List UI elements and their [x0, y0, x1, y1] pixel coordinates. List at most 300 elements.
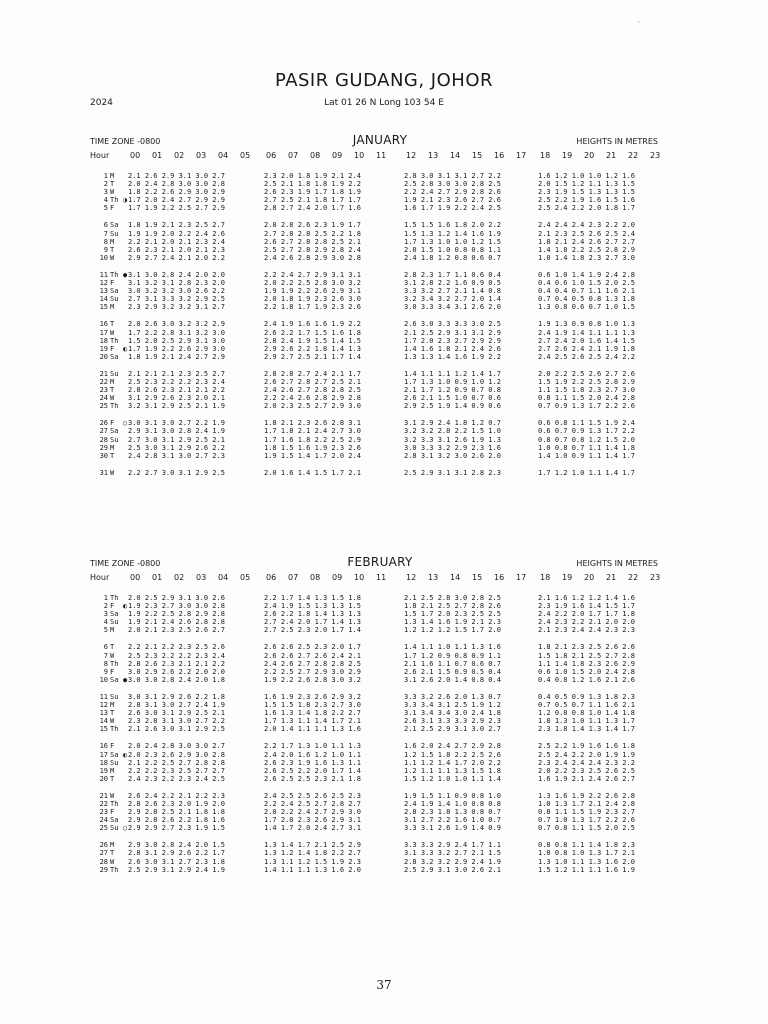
tide-heights-group: 0.4 0.4 0.7 1.1 1.6 2.1: [538, 287, 635, 296]
tide-heights-group: 2.8 2.8 2.7 2.4 2.1 1.7: [264, 369, 361, 378]
day-of-week: F: [110, 602, 115, 611]
day-number: 1: [103, 594, 108, 602]
tide-heights-group: 2.4 2.5 2.6 2.5 2.4 2.2: [538, 352, 635, 361]
tide-heights-group: 1.7 1.3 1.0 1.0 1.2 1.5: [404, 237, 501, 246]
moon-phase-icon: ○: [123, 824, 128, 833]
tide-heights-group: 2.6 2.2 1.7 1.5 1.6 1.8: [264, 328, 361, 337]
tide-heights-group: 2.6 2.6 2.5 2.3 2.0 1.7: [264, 643, 361, 652]
tide-heights-group: 1.1 1.2 1.4 1.7 2.0 2.2: [404, 758, 501, 767]
tide-heights-group: 2.4 2.3 2.2 2.1 2.0 2.0: [538, 618, 635, 627]
day-of-week: F: [110, 667, 115, 676]
table-row: [90, 303, 670, 311]
table-row: [90, 610, 670, 618]
year-label: 2024: [90, 98, 113, 108]
tide-heights-group: 3.2 3.2 2.8 2.2 1.5 1.0: [404, 427, 501, 436]
tide-heights-group: 1.9 2.3 2.7 3.0 3.0 2.8: [128, 602, 225, 611]
table-row: [90, 626, 670, 634]
tide-heights-group: 2.0 2.1 2.3 2.5 2.6 2.7: [128, 626, 225, 635]
tide-heights-group: 2.5 2.2 1.9 1.6 1.6 1.8: [538, 742, 635, 751]
tide-heights-group: 1.4 1.6 1.8 2.1 2.4 2.6: [404, 344, 501, 353]
tide-heights-group: 2.1 1.6 1.2 1.2 1.4 1.6: [538, 594, 635, 602]
tide-heights-group: 3.1 3.4 3.4 3.0 2.4 1.8: [404, 709, 501, 718]
day-block: [90, 594, 670, 634]
table-row: [90, 725, 670, 733]
tide-heights-group: 2.7 3.1 3.3 3.2 2.9 2.5: [128, 295, 225, 304]
table-row: [90, 337, 670, 345]
table-row: [90, 254, 670, 262]
tide-heights-group: 0.4 0.6 1.0 1.5 2.0 2.5: [538, 279, 635, 288]
day-of-week: W: [110, 394, 115, 403]
tide-heights-group: 3.3 3.4 3.1 2.5 1.9 1.2: [404, 701, 501, 710]
month-header: [90, 133, 670, 149]
day-number: 21: [99, 369, 108, 378]
day-number: 14: [99, 717, 108, 726]
tide-heights-group: 1.7 1.8 2.1 2.4 2.7 3.0: [264, 427, 361, 436]
tide-heights-group: 2.4 2.6 2.7 2.8 2.8 2.5: [264, 386, 361, 395]
hour-column-label: 00: [130, 573, 141, 582]
tide-heights-group: 2.4 2.6 2.7 2.8 2.8 2.5: [264, 659, 361, 668]
hour-column-label: 07: [288, 151, 299, 160]
tide-heights-group: 2.4 2.2 2.0 1.7 1.7 1.8: [538, 610, 635, 619]
tide-heights-group: 2.3 2.0 1.8 1.9 2.1 2.4: [264, 172, 361, 180]
day-of-week: Sa: [110, 427, 119, 436]
tide-heights-group: 1.7 1.9 2.2 2.6 2.9 3.0: [128, 344, 225, 353]
table-row: [90, 767, 670, 775]
tide-heights-group: 2.8 2.3 1.7 1.1 0.6 0.4: [404, 270, 501, 279]
tide-heights-group: 3.2 3.4 3.2 2.7 2.0 1.4: [404, 295, 501, 304]
day-number: 6: [103, 643, 108, 652]
hour-column-label: 20: [584, 573, 595, 582]
day-number: 23: [99, 808, 108, 817]
day-of-week: M: [110, 626, 115, 635]
day-block: [90, 419, 670, 459]
tide-heights-group: 2.3 2.9 3.2 3.2 3.1 2.7: [128, 303, 225, 312]
timezone-label: TIME ZONE -0800: [90, 137, 161, 146]
table-row: [90, 775, 670, 783]
tide-heights-group: 2.4 2.8 3.1 3.0 2.7 2.3: [128, 451, 225, 460]
hour-column-label: 18: [540, 151, 551, 160]
hour-column-label: 23: [650, 573, 661, 582]
day-of-week: T: [110, 386, 115, 395]
hour-column-label: 08: [310, 573, 321, 582]
day-of-week: F: [110, 279, 115, 288]
hour-column-label: 05: [240, 573, 251, 582]
page-number: 37: [376, 978, 392, 992]
moon-phase-icon: ●: [123, 270, 128, 279]
tide-heights-group: 2.5 2.3 2.2 2.2 2.3 2.4: [128, 377, 225, 386]
tide-heights-group: 1.5 1.8 2.1 2.5 2.7 2.8: [538, 651, 635, 660]
day-of-week: W: [110, 328, 115, 337]
tide-heights-group: 2.9 3.1 3.0 2.8 2.4 1.9: [128, 427, 225, 436]
table-row: [90, 808, 670, 816]
tide-heights-group: 1.5 1.7 2.0 2.3 2.5 2.5: [404, 610, 501, 619]
hour-column-label: 04: [218, 573, 229, 582]
tide-heights-group: 2.6 2.5 2.5 2.3 2.1 1.8: [264, 774, 361, 783]
tide-heights-group: 3.3 3.1 2.6 1.9 1.4 0.9: [404, 824, 501, 833]
day-of-week: T: [110, 451, 115, 460]
tide-heights-group: 3.1 3.0 2.8 2.4 2.0 2.0: [128, 270, 225, 279]
tide-heights-group: 0.8 1.1 1.5 1.9 2.3 2.7: [538, 808, 635, 817]
day-number: 3: [103, 610, 108, 619]
tide-heights-group: 1.4 1.7 2.0 2.4 2.7 3.1: [264, 824, 361, 833]
tide-heights-group: 2.4 2.6 2.8 2.9 3.0 2.8: [264, 253, 361, 262]
table-row: [90, 246, 670, 254]
tide-heights-group: 2.3 1.9 1.6 1.4 1.5 1.7: [538, 602, 635, 611]
tide-heights-group: 2.8 2.4 1.9 1.5 1.4 1.5: [264, 336, 361, 345]
table-row: [90, 287, 670, 295]
tide-heights-group: 1.4 1.8 2.2 2.5 2.8 2.9: [538, 245, 635, 254]
day-number: 29: [99, 443, 108, 452]
tide-heights-group: 2.5 2.9 3.1 3.1 2.8 2.3: [404, 468, 501, 477]
tide-heights-group: 1.6 1.2 1.0 1.0 1.2 1.6: [538, 172, 635, 180]
day-number: 3: [103, 188, 108, 197]
table-row: [90, 427, 670, 435]
day-number: 9: [103, 245, 108, 254]
day-number: 16: [99, 742, 108, 751]
day-number: 23: [99, 386, 108, 395]
hour-column-label: 00: [130, 151, 141, 160]
tide-heights-group: 2.4 2.4 2.4 2.3 2.2 2.0: [538, 221, 635, 230]
table-row: [90, 271, 670, 279]
day-of-week: M: [110, 766, 115, 775]
day-number: 15: [99, 303, 108, 312]
day-of-week: Sa: [110, 287, 119, 296]
day-number: 15: [99, 725, 108, 734]
table-row: [90, 221, 670, 229]
day-number: 18: [99, 336, 108, 345]
tide-heights-group: 1.4 1.0 0.9 1.1 1.4 1.7: [538, 451, 635, 460]
tide-heights-group: 2.9 2.9 2.7 2.3 1.9 1.5: [128, 824, 225, 833]
day-number: 14: [99, 295, 108, 304]
tide-heights-group: 1.9 2.1 2.4 2.6 2.8 2.8: [128, 618, 225, 627]
day-number: 13: [99, 709, 108, 718]
tide-heights-group: 2.1 1.6 1.1 0.7 0.6 0.7: [404, 659, 501, 668]
moon-phase-icon: ●: [123, 675, 128, 684]
tide-heights-group: 2.6 3.1 3.3 3.3 2.9 2.3: [404, 717, 501, 726]
hour-column-label: 23: [650, 151, 661, 160]
day-of-week: Th: [110, 799, 119, 808]
tide-heights-group: 0.7 0.9 1.3 1.7 2.2 2.6: [538, 402, 635, 411]
day-number: 17: [99, 750, 108, 759]
tide-heights-group: 2.6 2.2 1.8 1.4 1.3 1.3: [264, 610, 361, 619]
table-row: [90, 452, 670, 460]
tide-heights-group: 1.3 1.4 1.6 1.9 2.1 2.3: [404, 618, 501, 627]
tide-heights-group: 1.9 2.1 2.3 2.6 2.7 2.6: [404, 196, 501, 205]
table-row: [90, 196, 670, 204]
table-row: [90, 849, 670, 857]
table-row: [90, 676, 670, 684]
table-row: [90, 295, 670, 303]
day-of-week: Sa: [110, 221, 119, 230]
table-row: [90, 180, 670, 188]
hour-column-label: 14: [450, 573, 461, 582]
tide-heights-group: 2.1 2.6 3.0 3.1 2.9 2.5: [128, 725, 225, 734]
day-of-week: Su: [110, 295, 119, 304]
tide-heights-group: 1.5 1.3 1.2 1.4 1.6 1.9: [404, 229, 501, 238]
tide-heights-group: 1.7 1.3 1.0 0.9 1.0 1.2: [404, 377, 501, 386]
tide-heights-group: 3.0 2.9 2.6 2.2 2.0 2.0: [128, 667, 225, 676]
hour-column-label: 10: [354, 151, 365, 160]
day-of-week: Sa: [110, 816, 119, 825]
tide-heights-group: 2.9 2.8 2.5 2.1 1.8 1.8: [128, 808, 225, 817]
day-number: 30: [99, 451, 108, 460]
day-number: 25: [99, 824, 108, 833]
hour-column-label: 22: [628, 573, 639, 582]
tide-heights-group: 3.1 2.8 2.2 1.6 0.9 0.5: [404, 279, 501, 288]
day-of-week: Su: [110, 369, 119, 378]
tide-heights-group: 0.6 0.7 0.9 1.3 1.7 2.2: [538, 427, 635, 436]
day-number: 11: [99, 270, 108, 279]
tide-heights-group: 2.4 2.0 1.6 1.2 1.0 1.1: [264, 750, 361, 759]
day-number: 20: [99, 774, 108, 783]
tide-heights-group: 2.8 2.6 2.3 2.1 2.1 2.2: [128, 386, 225, 395]
tide-heights-group: 2.5 2.4 2.2 2.0 1.9 1.9: [538, 750, 635, 759]
day-of-week: W: [110, 253, 115, 262]
day-number: 12: [99, 279, 108, 288]
day-number: 18: [99, 758, 108, 767]
table-row: [90, 378, 670, 386]
tide-heights-group: 0.4 0.5 0.9 1.3 1.8 2.3: [538, 692, 635, 701]
tide-heights-group: 3.2 3.1 2.9 2.5 2.1 1.9: [128, 402, 225, 411]
tide-heights-group: 2.9 2.7 2.4 2.1 2.0 2.2: [128, 253, 225, 262]
table-row: [90, 751, 670, 759]
tide-heights-group: 1.8 2.1 2.3 2.6 2.8 3.1: [264, 419, 361, 428]
tide-heights-group: 2.6 3.0 3.3 3.3 3.0 2.5: [404, 320, 501, 329]
tide-heights-group: 1.8 2.1 2.5 2.7 2.8 2.6: [404, 602, 501, 611]
tide-heights-group: 2.4 1.8 1.2 0.8 0.6 0.7: [404, 253, 501, 262]
day-number: 21: [99, 791, 108, 800]
tide-heights-group: 2.1 2.5 2.9 3.1 3.0 2.7: [404, 725, 501, 734]
tide-heights-group: 1.8 1.5 1.6 1.9 2.3 2.6: [264, 443, 361, 452]
hour-column-label: 15: [472, 573, 483, 582]
day-number: 29: [99, 865, 108, 874]
day-of-week: F: [110, 808, 115, 817]
tide-heights-group: 2.0 2.2 2.5 2.6 2.7 2.6: [538, 369, 635, 378]
tide-heights-group: 1.5 1.5 1.6 1.8 2.0 2.2: [404, 221, 501, 230]
tide-heights-group: 2.6 2.6 2.7 2.6 2.4 2.1: [264, 651, 361, 660]
day-number: 12: [99, 701, 108, 710]
tide-heights-group: 3.3 3.3 2.9 2.4 1.7 1.1: [404, 841, 501, 850]
tide-heights-group: 1.5 1.2 1.0 1.0 1.1 1.4: [404, 774, 501, 783]
tide-heights-group: 2.2 2.4 2.7 2.9 3.1 3.1: [264, 270, 361, 279]
table-row: [90, 444, 670, 452]
day-number: 7: [103, 651, 108, 660]
day-number: 9: [103, 667, 108, 676]
tide-heights-group: 1.3 1.0 1.1 1.3 1.6 2.0: [538, 857, 635, 866]
tide-heights-group: 3.3 3.2 2.6 2.0 1.3 0.7: [404, 692, 501, 701]
tide-heights-group: 2.5 2.7 2.8 2.9 2.8 2.4: [264, 245, 361, 254]
tide-heights-group: 2.6 3.0 3.1 2.9 2.5 2.1: [128, 709, 225, 718]
table-row: [90, 816, 670, 824]
table-row: [90, 668, 670, 676]
tide-heights-group: 0.7 1.0 1.3 1.7 2.2 2.6: [538, 816, 635, 825]
coordinates-label: Lat 01 26 N Long 103 54 E: [324, 98, 444, 108]
tide-heights-group: 2.8 2.8 2.6 2.3 1.9 1.7: [264, 221, 361, 230]
hour-column-label: 18: [540, 573, 551, 582]
tide-heights-group: 1.8 2.2 2.6 2.9 3.0 2.9: [128, 188, 225, 197]
tide-heights-group: 0.6 1.0 1.4 1.9 2.4 2.8: [538, 270, 635, 279]
tide-heights-group: 2.9 2.8 2.6 2.2 1.8 1.6: [128, 816, 225, 825]
tide-heights-group: 1.9 1.3 0.9 0.8 1.0 1.3: [538, 320, 635, 329]
tide-heights-group: 1.4 1.1 1.0 1.1 1.3 1.6: [404, 643, 501, 652]
hour-column-label: 21: [606, 573, 617, 582]
tide-heights-group: 2.0 2.2 2.3 2.5 2.6 2.5: [538, 766, 635, 775]
day-of-week: M: [110, 841, 115, 850]
day-number: 19: [99, 766, 108, 775]
tide-heights-group: 2.4 1.9 1.4 1.1 1.1 1.3: [538, 328, 635, 337]
table-row: [90, 238, 670, 246]
day-of-week: T: [110, 245, 115, 254]
day-number: 24: [99, 394, 108, 403]
tide-heights-group: 2.5 2.1 1.8 1.8 1.9 2.2: [264, 180, 361, 189]
tide-heights-group: 1.7 1.6 1.8 2.2 2.5 2.9: [264, 435, 361, 444]
day-number: 6: [103, 221, 108, 230]
hour-column-label: 19: [562, 151, 573, 160]
tide-heights-group: 1.2 0.8 0.8 1.0 1.4 1.8: [538, 709, 635, 718]
tide-heights-group: 2.6 2.7 2.8 2.8 2.5 2.1: [264, 237, 361, 246]
hour-column-label: 01: [152, 573, 163, 582]
table-row: [90, 188, 670, 196]
table-row: [90, 345, 670, 353]
tide-heights-group: 1.7 1.9 2.2 2.5 2.7 2.9: [128, 204, 225, 213]
table-row: [90, 652, 670, 660]
day-of-week: W: [110, 717, 115, 726]
tide-heights-group: 1.5 1.2 1.1 1.1 1.6 1.9: [538, 865, 635, 874]
hour-column-label: 02: [174, 573, 185, 582]
tide-heights-group: 2.9 2.7 2.5 2.1 1.7 1.4: [264, 352, 361, 361]
tide-heights-group: 2.0 1.6 1.4 1.5 1.7 2.1: [264, 468, 361, 477]
day-of-week: T: [110, 709, 115, 718]
day-of-week: W: [110, 188, 115, 197]
tide-heights-group: 0.4 0.8 1.2 1.6 2.1 2.6: [538, 675, 635, 684]
tide-heights-group: 1.5 1.9 2.2 2.5 2.8 2.9: [538, 377, 635, 386]
tide-heights-group: 2.2 2.4 2.6 2.8 2.9 2.8: [264, 394, 361, 403]
day-of-week: Th: [110, 594, 119, 602]
tide-heights-group: 0.7 0.4 0.5 0.8 1.3 1.8: [538, 295, 635, 304]
tide-heights-group: 2.0 2.3 2.6 2.9 3.0 2.8: [128, 750, 225, 759]
day-of-week: Su: [110, 824, 119, 833]
hour-column-label: 10: [354, 573, 365, 582]
tide-heights-group: 0.8 1.1 1.5 2.0 2.4 2.8: [538, 394, 635, 403]
day-of-week: M: [110, 303, 115, 312]
day-number: 25: [99, 402, 108, 411]
tide-heights-group: 1.8 1.3 1.0 1.1 1.3 1.7: [538, 717, 635, 726]
day-number: 5: [103, 626, 108, 635]
tide-heights-group: 2.4 1.9 1.4 1.0 0.8 0.8: [404, 799, 501, 808]
table-row: [90, 709, 670, 717]
day-number: 22: [99, 799, 108, 808]
day-of-week: Th: [110, 402, 119, 411]
day-number: 26: [99, 419, 108, 428]
table-row: [90, 866, 670, 874]
day-of-week: W: [110, 791, 115, 800]
day-number: 11: [99, 692, 108, 701]
hour-column-label: 22: [628, 151, 639, 160]
tide-heights-group: 1.9 1.5 1.1 0.9 0.8 1.0: [404, 791, 501, 800]
day-of-week: F: [110, 204, 115, 213]
tide-heights-group: 0.6 1.0 1.5 2.0 2.4 2.8: [538, 667, 635, 676]
tide-heights-group: 2.2 2.2 2.3 2.5 2.7 2.7: [128, 766, 225, 775]
tide-heights-group: 3.3 3.2 2.7 2.1 1.4 0.8: [404, 287, 501, 296]
tide-heights-group: 2.2 2.4 2.5 2.7 2.8 2.7: [264, 799, 361, 808]
tide-heights-group: 2.5 2.9 3.1 2.9 2.4 1.9: [128, 865, 225, 874]
day-of-week: F: [110, 344, 115, 353]
tide-heights-group: 2.7 3.0 3.1 2.9 2.5 2.1: [128, 435, 225, 444]
tide-heights-group: 1.2 1.2 1.2 1.5 1.7 2.0: [404, 626, 501, 635]
day-of-week: Su: [110, 229, 119, 238]
units-label: HEIGHTS IN METRES: [576, 137, 658, 146]
tide-heights-group: 2.5 2.4 2.2 2.0 1.8 1.7: [538, 204, 635, 213]
table-row: [90, 469, 670, 477]
tide-heights-group: 1.2 1.5 1.8 2.2 2.5 2.6: [404, 750, 501, 759]
hour-column-label: 06: [266, 573, 277, 582]
tide-heights-group: 2.5 2.9 3.1 3.0 2.6 2.1: [404, 865, 501, 874]
tide-heights-group: 2.6 2.5 2.2 2.0 1.7 1.4: [264, 766, 361, 775]
hour-header-row: [90, 149, 670, 163]
month-section-february: [90, 555, 670, 874]
tide-heights-group: 1.3 1.3 1.4 1.6 1.9 2.2: [404, 352, 501, 361]
tide-heights-group: 2.6 2.4 2.2 2.1 2.2 2.3: [128, 791, 225, 800]
hour-column-label: 07: [288, 573, 299, 582]
tide-heights-group: 3.1 3.3 3.2 2.7 2.1 1.5: [404, 849, 501, 858]
day-of-week: M: [110, 172, 115, 180]
day-of-week: M: [110, 701, 115, 710]
day-of-week: T: [110, 180, 115, 189]
tide-heights-group: 2.1 2.1 2.1 2.3 2.5 2.7: [128, 369, 225, 378]
table-row: [90, 643, 670, 651]
table-row: [90, 792, 670, 800]
day-block: [90, 221, 670, 261]
tide-heights-group: 2.6 2.3 1.9 1.7 1.8 1.9: [264, 188, 361, 197]
hour-column-label: 12: [406, 151, 417, 160]
tide-heights-group: 0.8 0.7 0.8 1.2 1.5 2.0: [538, 435, 635, 444]
moon-phase-icon: ◐: [123, 750, 128, 759]
day-number: 5: [103, 204, 108, 213]
tide-heights-group: 2.4 1.9 1.6 1.6 1.9 2.2: [264, 320, 361, 329]
tide-heights-group: 2.9 2.5 1.9 1.4 0.9 0.6: [404, 402, 501, 411]
table-row: [90, 436, 670, 444]
tide-heights-group: 2.6 2.7 2.8 2.7 2.5 2.1: [264, 377, 361, 386]
table-row: [90, 594, 670, 602]
day-of-week: Th: [110, 725, 119, 734]
tide-heights-group: 2.0 2.4 2.8 3.0 3.0 2.8: [128, 180, 225, 189]
station-title: PASIR GUDANG, JOHOR: [274, 70, 493, 91]
tide-heights-group: 1.9 1.9 2.2 2.6 2.9 3.1: [264, 287, 361, 296]
day-of-week: Sa: [110, 610, 119, 619]
hour-column-label: 03: [196, 151, 207, 160]
tide-heights-group: 2.8 3.1 3.2 3.0 2.6 2.0: [404, 451, 501, 460]
day-block: [90, 841, 670, 873]
moon-phase-icon: ◑: [123, 196, 128, 205]
hour-column-label: 11: [376, 573, 387, 582]
tide-heights-group: 2.3 2.4 2.4 2.4 2.3 2.2: [538, 758, 635, 767]
hour-column-label: 06: [266, 151, 277, 160]
tide-heights-group: 2.2 1.8 1.7 1.9 2.3 2.6: [264, 303, 361, 312]
tide-heights-group: 2.0 1.8 1.9 2.3 2.6 3.0: [264, 295, 361, 304]
tide-heights-group: 2.1 2.6 2.9 3.1 3.0 2.7: [128, 172, 225, 180]
tide-heights-group: 1.8 1.9 2.1 2.4 2.7 2.9: [128, 352, 225, 361]
tide-heights-group: 1.3 1.1 1.2 1.5 1.9 2.3: [264, 857, 361, 866]
table-row: [90, 386, 670, 394]
hour-column-label: 02: [174, 151, 185, 160]
day-of-week: Sa: [110, 675, 119, 684]
day-of-week: T: [110, 643, 115, 652]
tide-heights-group: 2.2 2.5 2.7 2.9 3.0 2.9: [264, 667, 361, 676]
timezone-label: TIME ZONE -0800: [90, 559, 161, 568]
day-number: 16: [99, 320, 108, 329]
hour-column-label: 01: [152, 151, 163, 160]
tide-heights-group: 1.3 0.8 0.6 0.7 1.0 1.5: [538, 303, 635, 312]
